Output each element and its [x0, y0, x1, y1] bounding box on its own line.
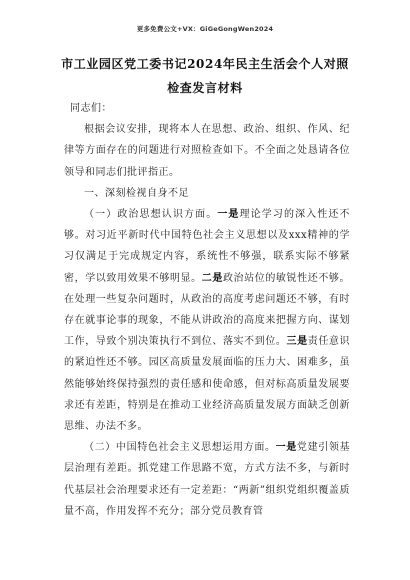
watermark-text: 更多免费公文+VX：GiGeGongWen2024: [136, 25, 274, 33]
item-2-text-1: 党建引领基层治理有差距。抓党建工作思路不宽，方式方法不多，与新时代基层社会治理要求还有一定差距：“两新”组织党组织覆盖质量不高，作用发挥不充分；部分党员教育管: [64, 442, 351, 517]
section-heading-1: 一、深刻检视自身不足: [84, 187, 189, 199]
item-1-lead-1: 一是: [217, 209, 240, 221]
document-body: [64, 98, 350, 522]
document-title: 市工业园区党工委书记2024年民主生活会个人对照检查发言材料: [61, 57, 349, 95]
item-1-prefix: （一）政治思想认识方面。: [84, 209, 218, 221]
item-1-lead-3: 三是: [286, 336, 308, 348]
item-2-lead-1: 一是: [275, 442, 297, 454]
item-1-text-3: 责任意识的紧迫性还不够。园区高质量发展面临的压力大、困难多，虽然能够始终保持强烈的责任感和使命感，但对标高质量发展要求还有差距，特别是在推动工业经济高质量发展方面缺乏创新思维、办法不多。: [64, 336, 351, 433]
item-1-text-1: 理论学习的深入性还不够。对习近平新时代中国特色社会主义思想以及xxx精神的学习仅满足于完成规定内容，系统性不够强，联系实际不够紧密，学以致用效果不够明显。: [64, 209, 351, 284]
item-1-text-2: 政治站位的敏锐性还不够。在处理一些复杂问题时，从政治的高度考虑问题还不够，有时存在就事论事的现象，不能从讲政治的高度来把握方向、谋划工作，导致个别决策执行不到位、落实不到位。: [64, 272, 351, 348]
item-paragraph-2: [64, 437, 350, 522]
item-1-lead-2: 二是: [201, 272, 223, 284]
intro-paragraph: 根据会议安排，现将本人在思想、政治、组织、作风、纪律等方面存在的问题进行对照检查如下。不全面之处恳请各位领导和同志们批评指正。: [64, 124, 350, 178]
salutation: 同志们：: [70, 103, 112, 114]
item-paragraph-1: [64, 204, 350, 437]
item-2-prefix: （二）中国特色社会主义思想运用方面。: [84, 442, 276, 454]
